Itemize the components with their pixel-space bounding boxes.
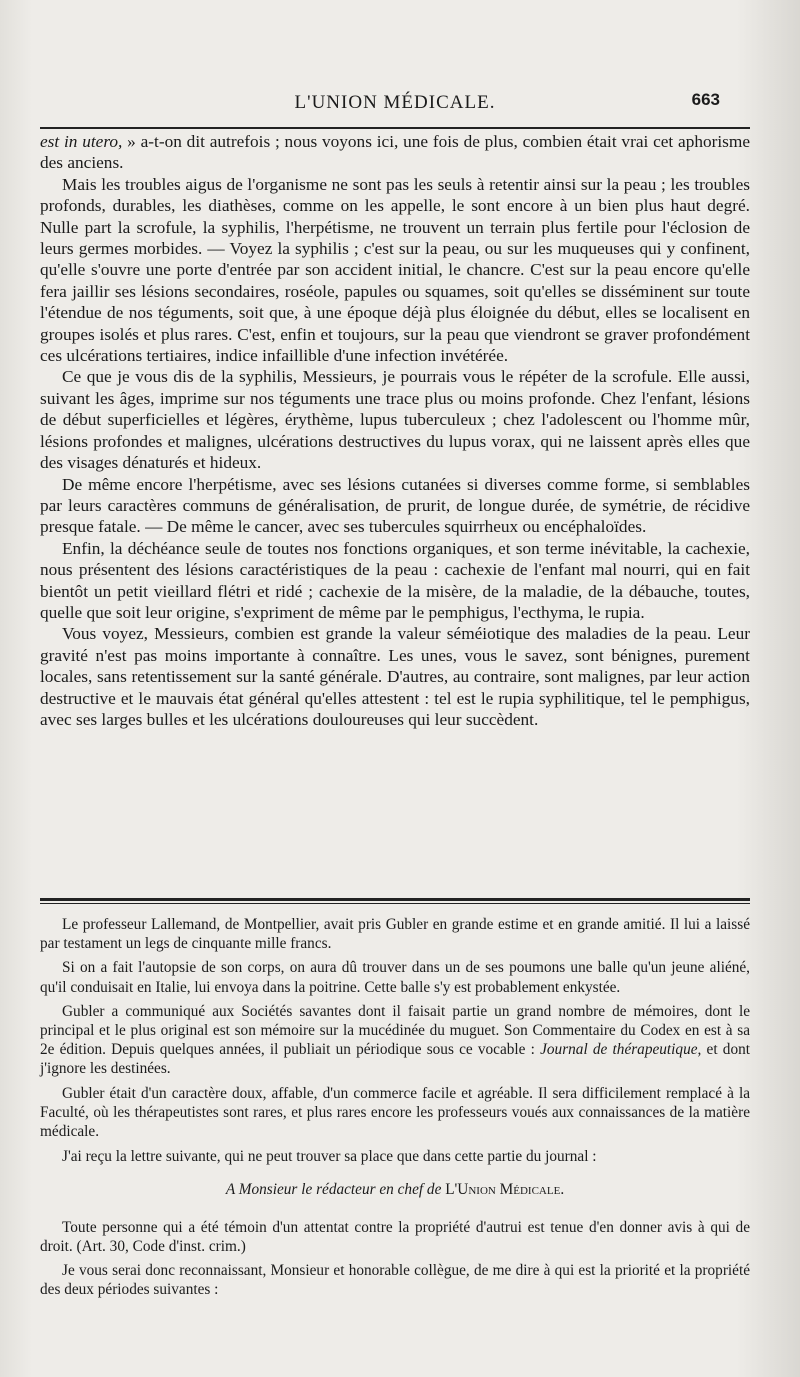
section-separator-thin <box>40 903 750 904</box>
note-6: Toute personne qui a été témoin d'un attentat contre la propriété d'autrui est tenue d'en donner avis à qui de droit. (Art. 30, Code d'inst. crim.) <box>40 1218 750 1255</box>
feuilleton-notes <box>40 915 750 1304</box>
salutation-text: A Monsieur le rédacteur en chef de <box>225 1181 446 1199</box>
latin-phrase: est in utero, <box>40 132 123 151</box>
note-1: Le professeur Lallemand, de Montpellier, avait pris Gubler en grande estime et en grande amitié. Il lui a laissé par testament un legs de cinquante mille francs. <box>40 916 750 953</box>
page-header <box>40 88 750 122</box>
paragraph-5: Enfin, la déchéance seule de toutes nos fonctions organiques, et son terme inévitable, la cachexie, nous présentent des lésions caractéristiques de la peau : cachexie de l'enfant mal nourri, qui en fait bientôt un petit vieillard flétri et ridé ; cachexie de la misère, de la maladie, de la débauche, toutes, quelle que soit leur origine, s'expriment de même par le pemphigus, l'ecthyma, le rupia. <box>40 538 750 622</box>
note-4: Gubler était d'un caractère doux, affable, d'un commerce facile et agréable. Il sera difficilement remplacé à la Faculté, où les thérapeutistes sont rares, et plus rares encore les professeurs voués aux connaissances de la matière médicale. <box>40 1084 750 1141</box>
paragraph-1-text: » a-t-on dit autrefois ; nous voyons ici, une fois de plus, combien était vrai cet aphorisme des anciens. <box>40 132 751 173</box>
paragraph-3: Ce que je vous dis de la syphilis, Messieurs, je pourrais vous le répéter de la scrofule. Elle aussi, suivant les âges, imprime sur nos téguments une trace plus ou moins profonde. Chez l'enfant, lésions de début superficielles et légères, érythème, lupus tuberculeux ; chez l'adolescent ou l'homme mûr, lésions profondes et malignes, ulcérations destructives du lupus vorax, qui ne laissent après elles que des visages dénaturés et hideux. <box>40 367 750 473</box>
journal-name: L'Union Médicale. <box>445 1181 565 1199</box>
note-7: Je vous serai donc reconnaissant, Monsieur et honorable collègue, de me dire à qui est la priorité et la propriété des deux périodes suivantes : <box>40 1262 750 1299</box>
section-separator <box>40 898 750 901</box>
running-title: L'UNION MÉDICALE. <box>294 92 496 113</box>
paragraph-6: Vous voyez, Messieurs, combien est grande la valeur séméiotique des maladies de la peau. Leur gravité n'est pas moins importante à connaître. Les unes, vous le savez, sont bénignes, purement locales, sans retentissement sur la santé générale. D'autres, au contraire, sont malignes, par leur action destructive et le mauvais état général qu'elles attestent : tel est le rupia syphilitique, tel le pemphigus, avec ses larges bulles et les ulcérations douloureuses qui leur succèdent. <box>40 624 750 729</box>
page-number: 663 <box>691 90 720 109</box>
header-rule <box>40 127 750 129</box>
note-3 <box>40 1002 750 1079</box>
paragraph-4: De même encore l'herpétisme, avec ses lésions cutanées si diverses comme forme, si semblables par leurs caractères communs de généralisation, de prurit, de longue durée, de symétrie, de récidive presque fatale. — De même le cancer, avec ses tubercules squirrheux ou encéphaloïdes. <box>40 474 750 537</box>
paragraph-1 <box>40 131 750 174</box>
note-5: J'ai reçu la lettre suivante, qui ne peut trouver sa place que dans cette partie du journal : <box>62 1148 597 1166</box>
journal-title: Journal de thérapeutique, <box>540 1041 702 1059</box>
note-3-text: Gubler a communiqué aux Sociétés savantes dont il faisait partie un grand nombre de mémoires, dont le principal et le plus original est son mémoire sur la mucédinée du muguet. Son Commentaire du Codex en est à sa 2e édition. Depuis quelques années, il publiait un périodique sous ce vocable : <box>40 1002 750 1059</box>
main-text <box>40 131 750 730</box>
paragraph-2: Mais les troubles aigus de l'organisme ne sont pas les seuls à retentir ainsi sur la peau ; les troubles profonds, durables, les diathèses, comme on les appelle, le sont encore à un bien plus haut degré. Nulle part la scrofule, la syphilis, l'herpétisme, ne trouvent un terrain plus fertile pour l'éclosion de leurs germes morbides. — Voyez la syphilis ; c'est sur la peau, ou sur les muqueuses qui y confinent, qu'elle s'ouvre une porte d'entrée par son accident initial, le chancre. C'est sur la peau encore qu'elle fera jaillir ses lésions secondaires, roséole, papules ou squames, soit qu'elles se disséminent sur toute l'étendue de nos téguments, soit que, à une époque déjà plus éloignée du début, elles se localisent en groupes isolés et plus rares. C'est, enfin et toujours, sur la peau que viendront se graver profondément ces ulcérations tertiaires, indice infaillible d'une infection invétérée. <box>40 174 750 366</box>
note-3-tail: et dont j'ignore les destinées. <box>40 1041 750 1078</box>
letter-salutation <box>40 1180 750 1199</box>
note-2: Si on a fait l'autopsie de son corps, on aura dû trouver dans un de ses poumons une balle qu'un jeune aliéné, qu'il conduisait en Italie, lui envoya dans la poitrine. Cette balle s'y est probablement enkystée. <box>40 959 750 996</box>
